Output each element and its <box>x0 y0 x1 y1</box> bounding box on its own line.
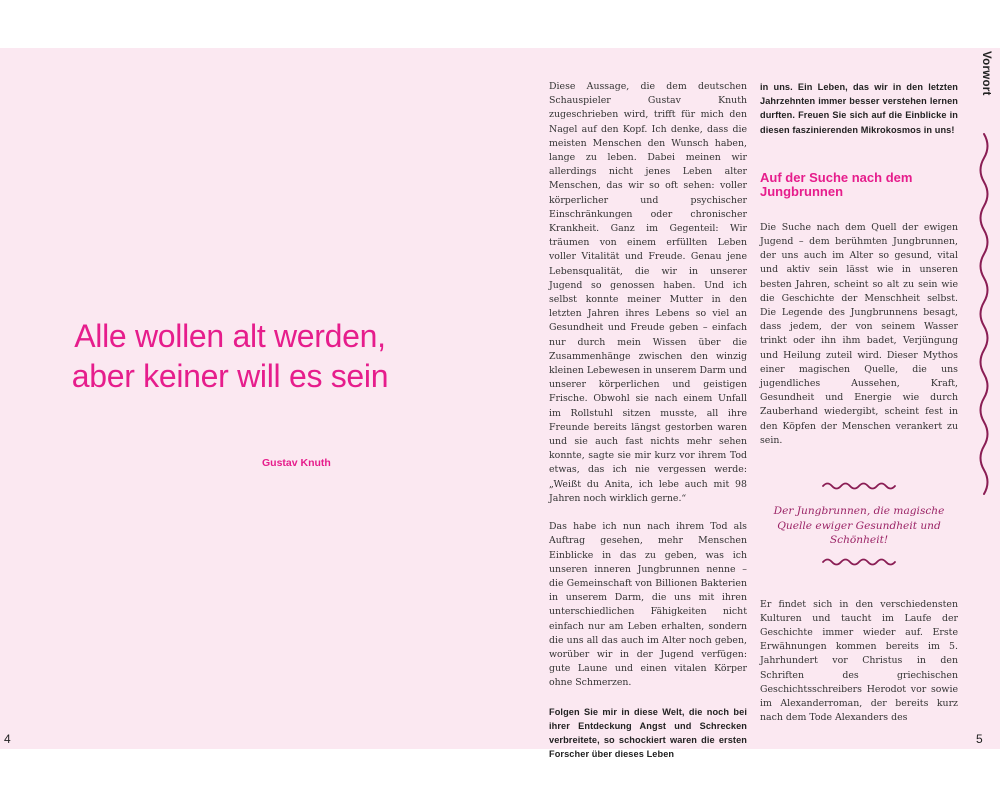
body-paragraph: Diese Aussage, die dem deutschen Schauspieler Gustav Knuth zugeschrieben wird, trifft für mich den Nagel auf den Kopf. Ich denke, dass die meisten Menschen den Wunsch haben, lange zu leben. Dabei meinen wir allerdings nicht jenes Leben alter Menschen, das wir so oft sehen: voller körperlicher und psychischer Einschränkungen oder chronischer Krankheit. Ganz im Gegenteil: Wir träumen von einem erfüllten Leben voller Vitalität und Freude. Genau jene Lebensqualität, die wir in unserer Jugend so genossen haben. Und ich selbst konnte meiner Mutter in den letzten Jahren ihres Lebens so viel an Gesundheit und Freude geben – einfach nur durch mein Wissen über die Zusammenhänge zwischen den winzig kleinen Lebewesen in unserem Darm und unserer körperlichen und geistigen Frische. Obwohl sie nach einem Unfall im Rollstuhl sitzen musste, all ihre Freunde bereits längst gestorben waren und sie auch fast nichts mehr sehen konnte, sagte sie mir kurz vor ihrem Tod etwas, das ich nie vergessen werde: „Weißt du Anita, ich lebe auch mit 98 Jahren noch wirklich gerne.“ <box>549 81 747 504</box>
pull-quote: Der Jungbrunnen, die magische Quelle ewiger Gesundheit und Schönheit! <box>773 505 945 547</box>
text-column-2 <box>760 80 958 739</box>
left-page <box>0 48 500 749</box>
body-paragraph: Er findet sich in den verschiedensten Kulturen und taucht im Laufe der Geschichte immer wieder auf. Erste Erwähnungen kommen bereits im 5. Jahrhundert vor Christus in den Schriften des griechischen Geschichtsschreibers Herodot vor sowie im Alexanderroman, der bereits kurz nach dem Tode Alexanders des <box>760 598 958 724</box>
side-wave-decoration <box>974 132 994 517</box>
wave-divider-bottom <box>760 556 958 570</box>
wave-divider-top <box>760 480 958 494</box>
text-column-1 <box>549 80 747 775</box>
epigraph-author: Gustav Knuth <box>262 457 331 469</box>
body-paragraph: Das habe ich nun nach ihrem Tod als Auftrag gesehen, mehr Menschen Einblicke in das zu geben, was ich unseren inneren Jungbrunnen nenne – die Gemeinschaft von Billionen Bakterien in unserem Darm, die uns mit ihren unterschiedlichen Fähigkeiten nicht einfach nur am Leben erhalten, sondern die uns all das auch im Alter noch geben, worüber wir in der Jugend verfügen: gute Laune und einen vitalen Körper ohne Schmerzen. <box>549 521 747 689</box>
book-spread <box>0 48 1000 760</box>
section-heading: Auf der Suche nach dem Jungbrunnen <box>760 169 913 199</box>
body-paragraph: Die Suche nach dem Quell der ewigen Jugend – dem berühmten Jungbrunnen, der uns auch im Alter so gesund, vital und aktiv sein lässt wie in unseren besten Jahren, scheint so alt zu sein wie die Geschichte der Menschheit selbst. Die Legende des Jungbrunnens besagt, dass jedem, der von seinem Wasser trinkt oder ihn ihm badet, Verjüngung und Heilung zuteil wird. Dieser Mythos einer magischen Quelle, die uns jugendliches Aussehen, Kraft, Gesundheit und Energie wie durch Zauberhand wiedergibt, scheint fest in den Köpfen der Menschen verankert zu sein. <box>760 221 958 446</box>
page-number-left: 4 <box>4 732 11 746</box>
bold-paragraph: Folgen Sie mir in diese Welt, die noch bei ihrer Entdeckung Angst und Schrecken verbreitete, so schockiert waren die ersten Forscher über dieses Leben <box>549 706 747 760</box>
epigraph-quote: Alle wollen alt werden, aber keiner will es sein <box>71 318 389 394</box>
right-page <box>500 48 1000 760</box>
chapter-label: Vorwort <box>980 51 992 96</box>
page-number-right: 5 <box>976 732 983 746</box>
bold-paragraph-continued: in uns. Ein Leben, das wir in den letzten Jahrzehnten immer besser verstehen lernen durften. Freuen Sie sich auf die Einblicke in diesen faszinierenden Mikrokosmos in uns! <box>760 82 958 135</box>
